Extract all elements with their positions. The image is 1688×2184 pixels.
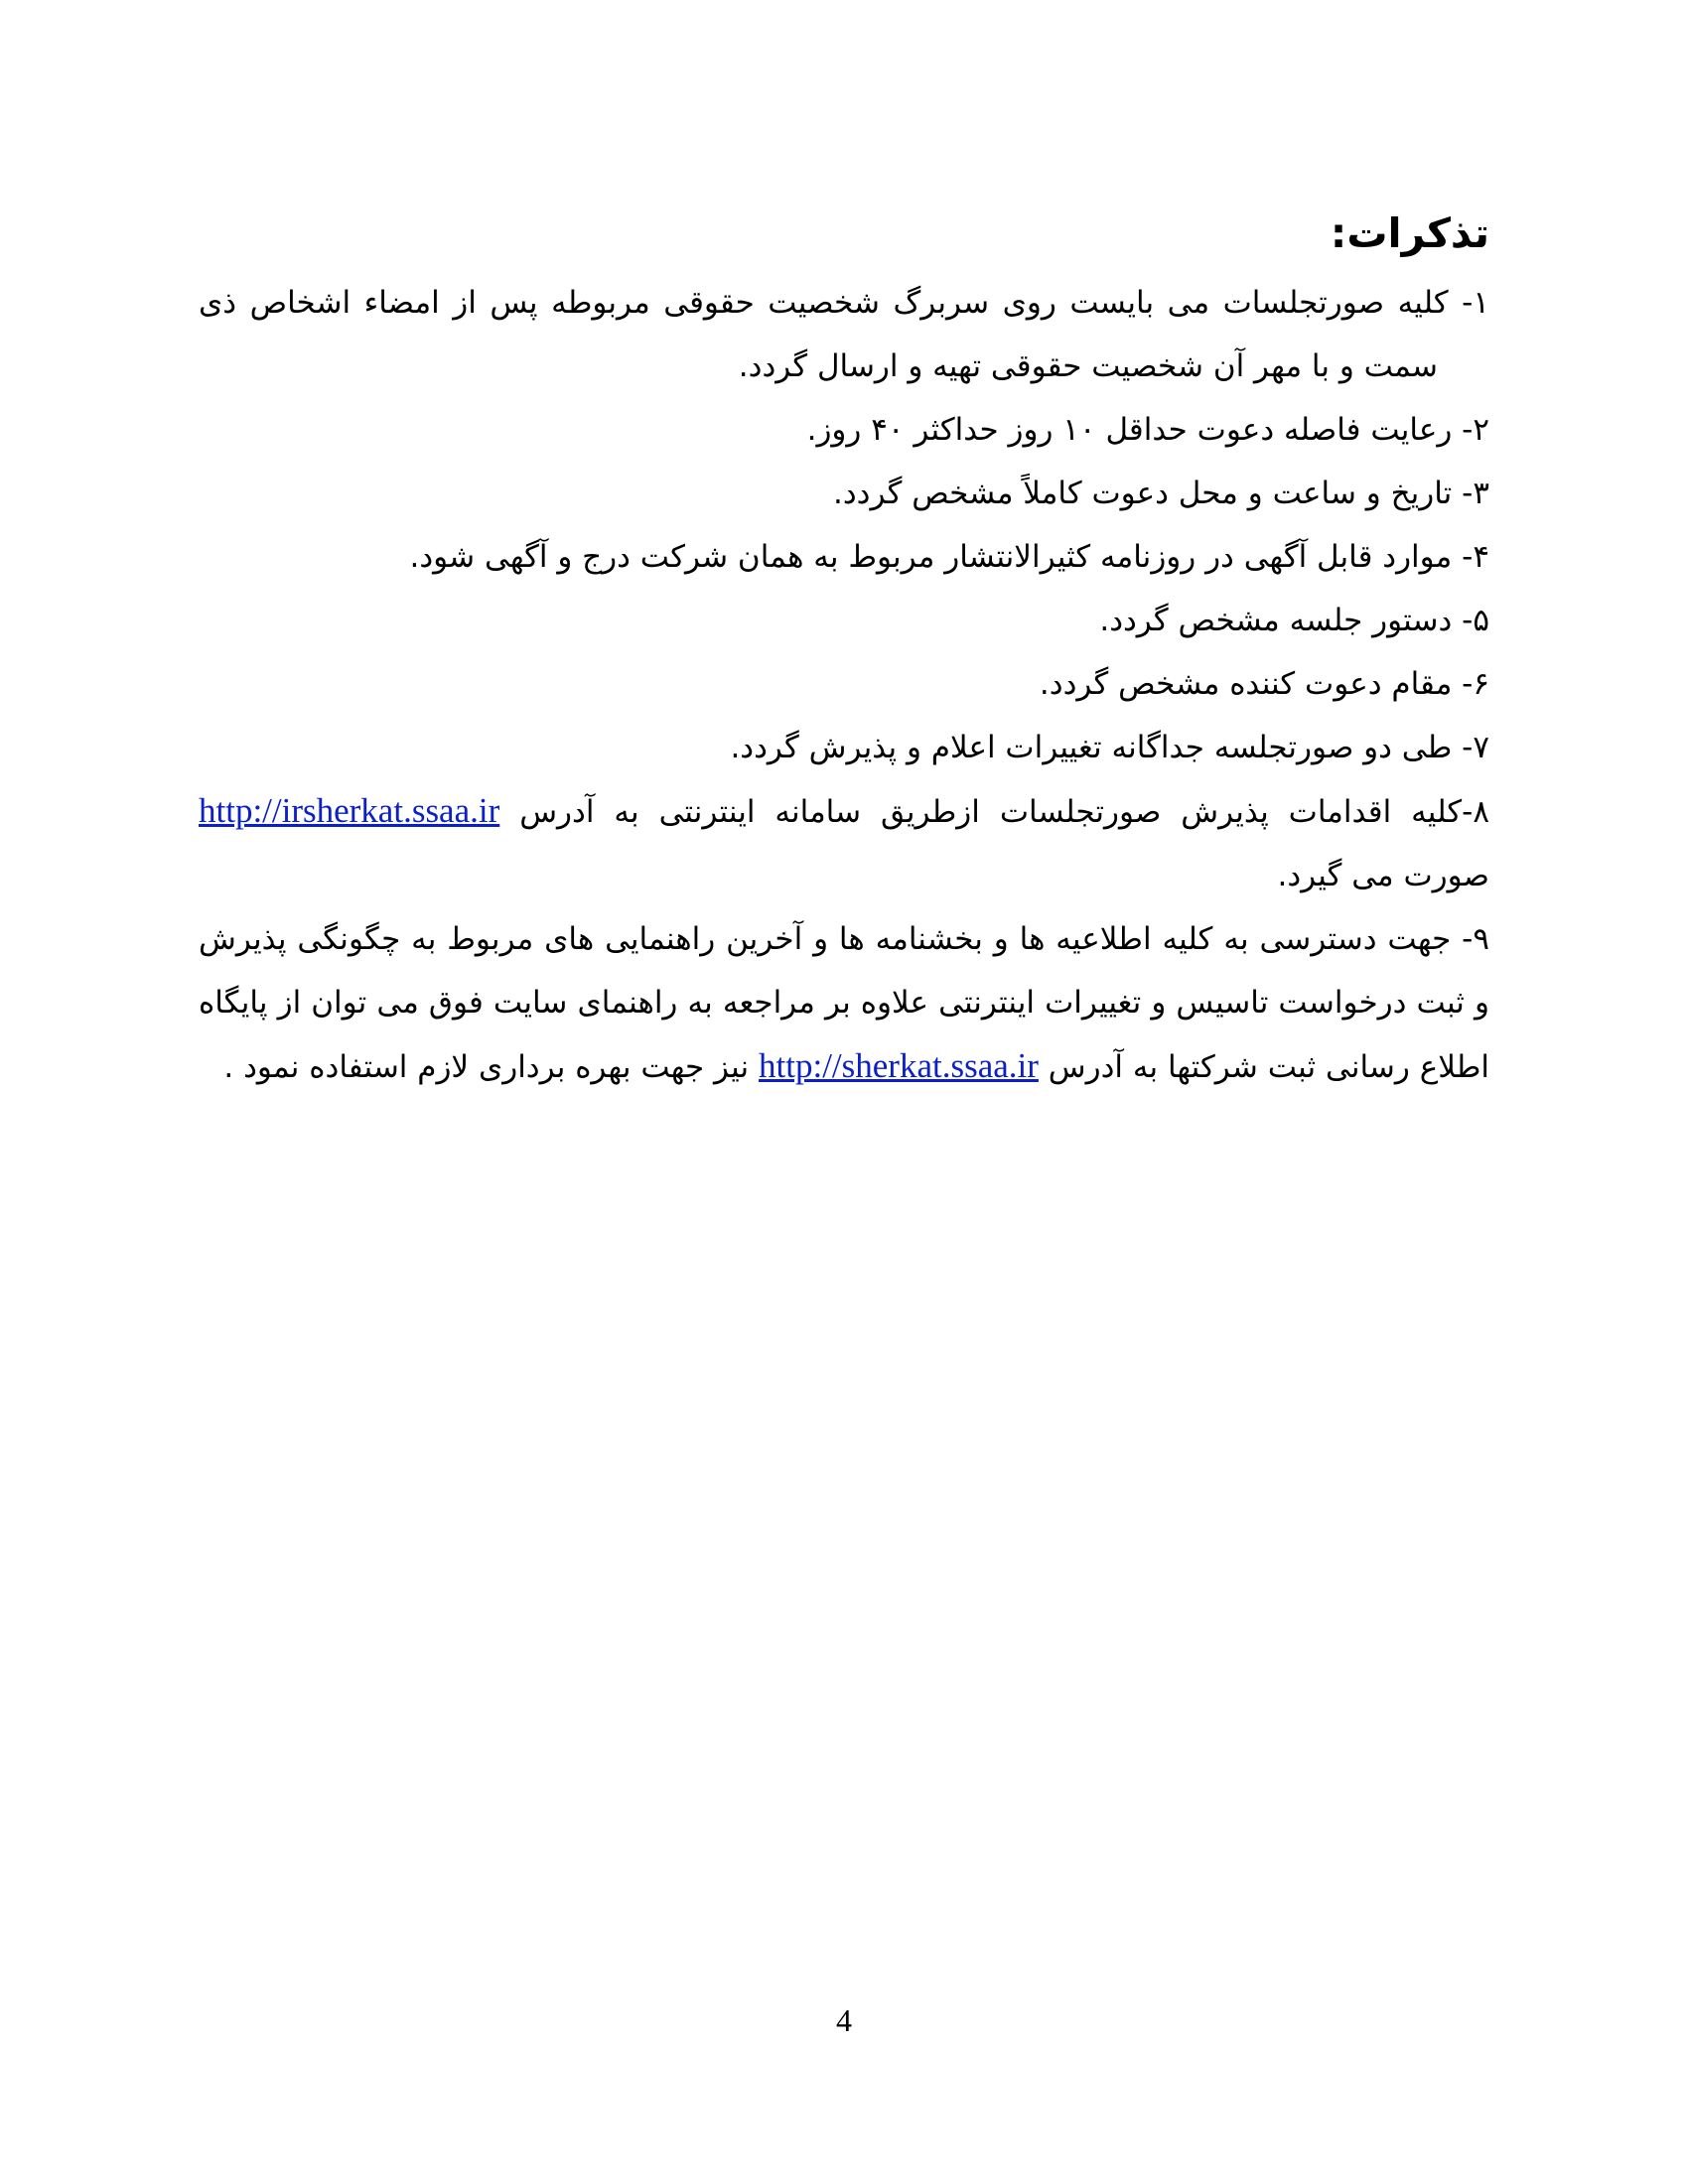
- note-5: ۵- دستور جلسه مشخص گردد.: [1099, 603, 1489, 638]
- note-9: [199, 907, 1489, 1099]
- page-number: 4: [836, 2002, 852, 2038]
- irsherkat-link[interactable]: http://irsherkat.ssaa.ir: [199, 791, 500, 830]
- notes-section: [199, 204, 1489, 1099]
- note-2: ۲- رعایت فاصله دعوت حداقل ۱۰ روز حداکثر ۴۰ روز.: [806, 412, 1489, 448]
- notes-heading: تذکرات:: [1330, 209, 1489, 257]
- note-3: ۳- تاریخ و ساعت و محل دعوت کاملاً مشخص گردد.: [833, 476, 1489, 511]
- note-8-text: ۸-کلیه اقدامات پذیرش صورتجلسات ازطریق سامانه اینترنتی به آدرس: [519, 794, 1489, 830]
- note-8-text-end: صورت می گیرد.: [1277, 858, 1489, 893]
- note-6: ۶- مقام دعوت کننده مشخص گردد.: [1039, 666, 1489, 702]
- note-1: ۱- کلیه صورتجلسات می بایست روی سربرگ شخصیت حقوقی مربوطه پس از امضاء اشخاص ذی سمت و با مهر آن شخصیت حقوقی تهیه و ارسال گردد.: [199, 285, 1489, 384]
- note-7: ۷- طی دو صورتجلسه جداگانه تغییرات اعلام و پذیرش گردد.: [730, 730, 1489, 765]
- sherkat-link[interactable]: http://sherkat.ssaa.ir: [759, 1046, 1039, 1085]
- note-8: [199, 779, 1489, 907]
- note-9-text: ۹- جهت دسترسی به کلیه اطلاعیه ها و بخشنامه ها و آخرین راهنمایی های مربوط به چگونگی پذیرش و ثبت درخواست تاسیس و تغییرات اینترنتی علاوه بر مراجعه به راهنمای سایت فوق می توان از پایگاه اطلاع رسانی ثبت شرکتها به آدرس: [199, 921, 1489, 1085]
- note-9-text-end: نیز جهت بهره برداری لازم استفاده نمود .: [223, 1049, 750, 1085]
- note-4: ۴- موارد قابل آگهی در روزنامه کثیرالانتشار مربوط به همان شرکت درج و آگهی شود.: [409, 539, 1489, 575]
